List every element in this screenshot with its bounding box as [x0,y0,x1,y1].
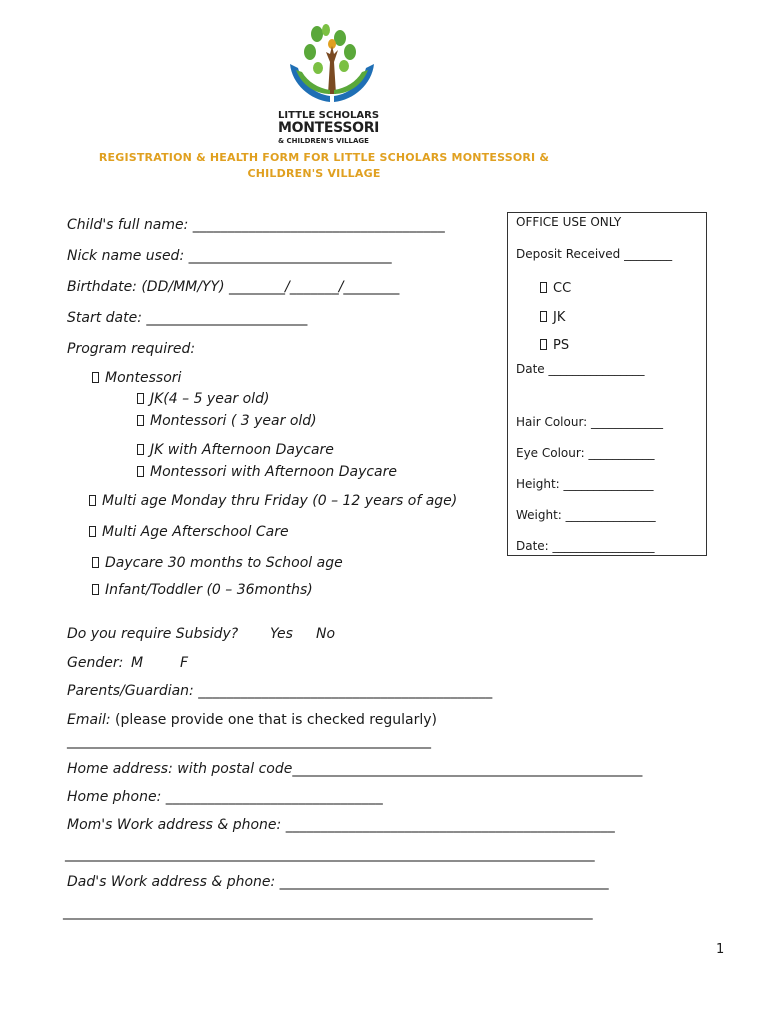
subsidy-question: Do you require Subsidy? [67,626,239,642]
logo-line3: & CHILDREN'S VILLAGE [278,137,369,145]
deposit-received-field[interactable]: Deposit Received ________ [516,247,673,261]
checkbox-icon[interactable] [137,393,144,404]
program-required-label: Program required: [67,341,196,357]
option-label: Multi Age Afterschool Care [102,524,289,540]
program-jk-option[interactable] [137,391,269,407]
checkbox-icon[interactable] [89,495,96,506]
checkbox-icon[interactable] [89,526,96,537]
email-label: Email: [67,712,111,728]
option-label: JK(4 – 5 year old) [150,391,270,407]
mom-work-line2[interactable]: _______________________________________________________________________________ [65,846,595,862]
subsidy-no-option[interactable]: No [316,626,336,642]
option-label: JK [553,310,566,325]
office-cc-option[interactable] [540,281,571,296]
office-title: OFFICE USE ONLY [516,215,622,229]
gender-f-option[interactable]: F [180,655,189,671]
program-montessori-option[interactable] [92,370,181,386]
option-label: CC [553,281,572,296]
office-ps-option[interactable] [540,338,569,353]
office-jk-option[interactable] [540,310,565,325]
logo [278,24,388,152]
checkbox-icon[interactable] [137,466,144,477]
form-title-line2: CHILDREN'S VILLAGE [247,167,381,180]
parents-guardian-field[interactable]: Parents/Guardian: __________________________________________ [67,683,493,699]
logo-tree-hands-icon [282,24,382,109]
checkbox-icon[interactable] [540,282,547,293]
checkbox-icon[interactable] [92,584,99,595]
logo-line2: MONTESSORI [278,120,380,136]
logo-line1: LITTLE SCHOLARS [278,110,380,121]
email-line[interactable]: ____________________________________________________ [67,733,431,749]
program-montessori-3-option[interactable] [137,413,317,429]
option-label: JK with Afternoon Daycare [150,442,334,458]
checkbox-icon[interactable] [540,311,547,322]
subsidy-yes-option[interactable]: Yes [270,626,293,642]
checkbox-icon[interactable] [540,339,547,350]
hair-colour-field[interactable]: Hair Colour: ____________ [516,415,664,429]
home-address-field[interactable]: Home address: with postal code__________________________________________________ [67,761,643,777]
program-montessori-daycare-option[interactable] [137,464,397,480]
weight-field[interactable]: Weight: _______________ [516,508,656,522]
gender-label: Gender: [67,655,124,671]
option-label: Montessori ( 3 year old) [150,413,317,429]
office-use-box [507,212,707,556]
office-date-field[interactable]: Date ________________ [516,362,645,376]
program-afterschool-option[interactable] [89,524,289,540]
option-label: Montessori with Afternoon Daycare [150,464,398,480]
gender-m-option[interactable]: M [131,655,144,671]
dad-work-line2[interactable]: _______________________________________________________________________________ [63,904,593,920]
checkbox-icon[interactable] [92,372,99,383]
email-field[interactable] [67,712,437,728]
program-infant-option[interactable] [92,582,313,598]
program-jk-daycare-option[interactable] [137,442,334,458]
option-label: Daycare 30 months to School age [105,555,343,571]
option-label: PS [553,338,570,353]
checkbox-icon[interactable] [137,444,144,455]
program-multi-age-option[interactable] [89,493,457,509]
start-date-field[interactable]: Start date: _______________________ [67,310,308,326]
child-name-field[interactable]: Child's full name: ____________________________________ [67,217,445,233]
home-phone-field[interactable]: Home phone: _______________________________ [67,789,383,805]
page-number: 1 [716,942,725,957]
nick-name-field[interactable]: Nick name used: _____________________________ [67,248,392,264]
email-note: (please provide one that is checked regularly) [115,712,437,728]
option-label: Montessori [105,370,182,386]
height-field[interactable]: Height: _______________ [516,477,654,491]
option-label: Multi age Monday thru Friday (0 – 12 years of age) [102,493,458,509]
checkbox-icon[interactable] [92,557,99,568]
mom-work-field[interactable]: Mom's Work address & phone: _______________________________________________ [67,817,615,833]
checkbox-icon[interactable] [137,415,144,426]
option-label: Infant/Toddler (0 – 36months) [105,582,313,598]
program-daycare-option[interactable] [92,555,343,571]
eye-colour-field[interactable]: Eye Colour: ___________ [516,446,655,460]
office-date2-field[interactable]: Date: _________________ [516,539,655,553]
dad-work-field[interactable]: Dad's Work address & phone: _______________________________________________ [67,874,609,890]
form-title-line1: REGISTRATION & HEALTH FORM FOR LITTLE SCHOLARS MONTESSORI & [98,151,550,164]
birthdate-field[interactable]: Birthdate: (DD/MM/YY) ________/_______/________ [67,279,400,295]
